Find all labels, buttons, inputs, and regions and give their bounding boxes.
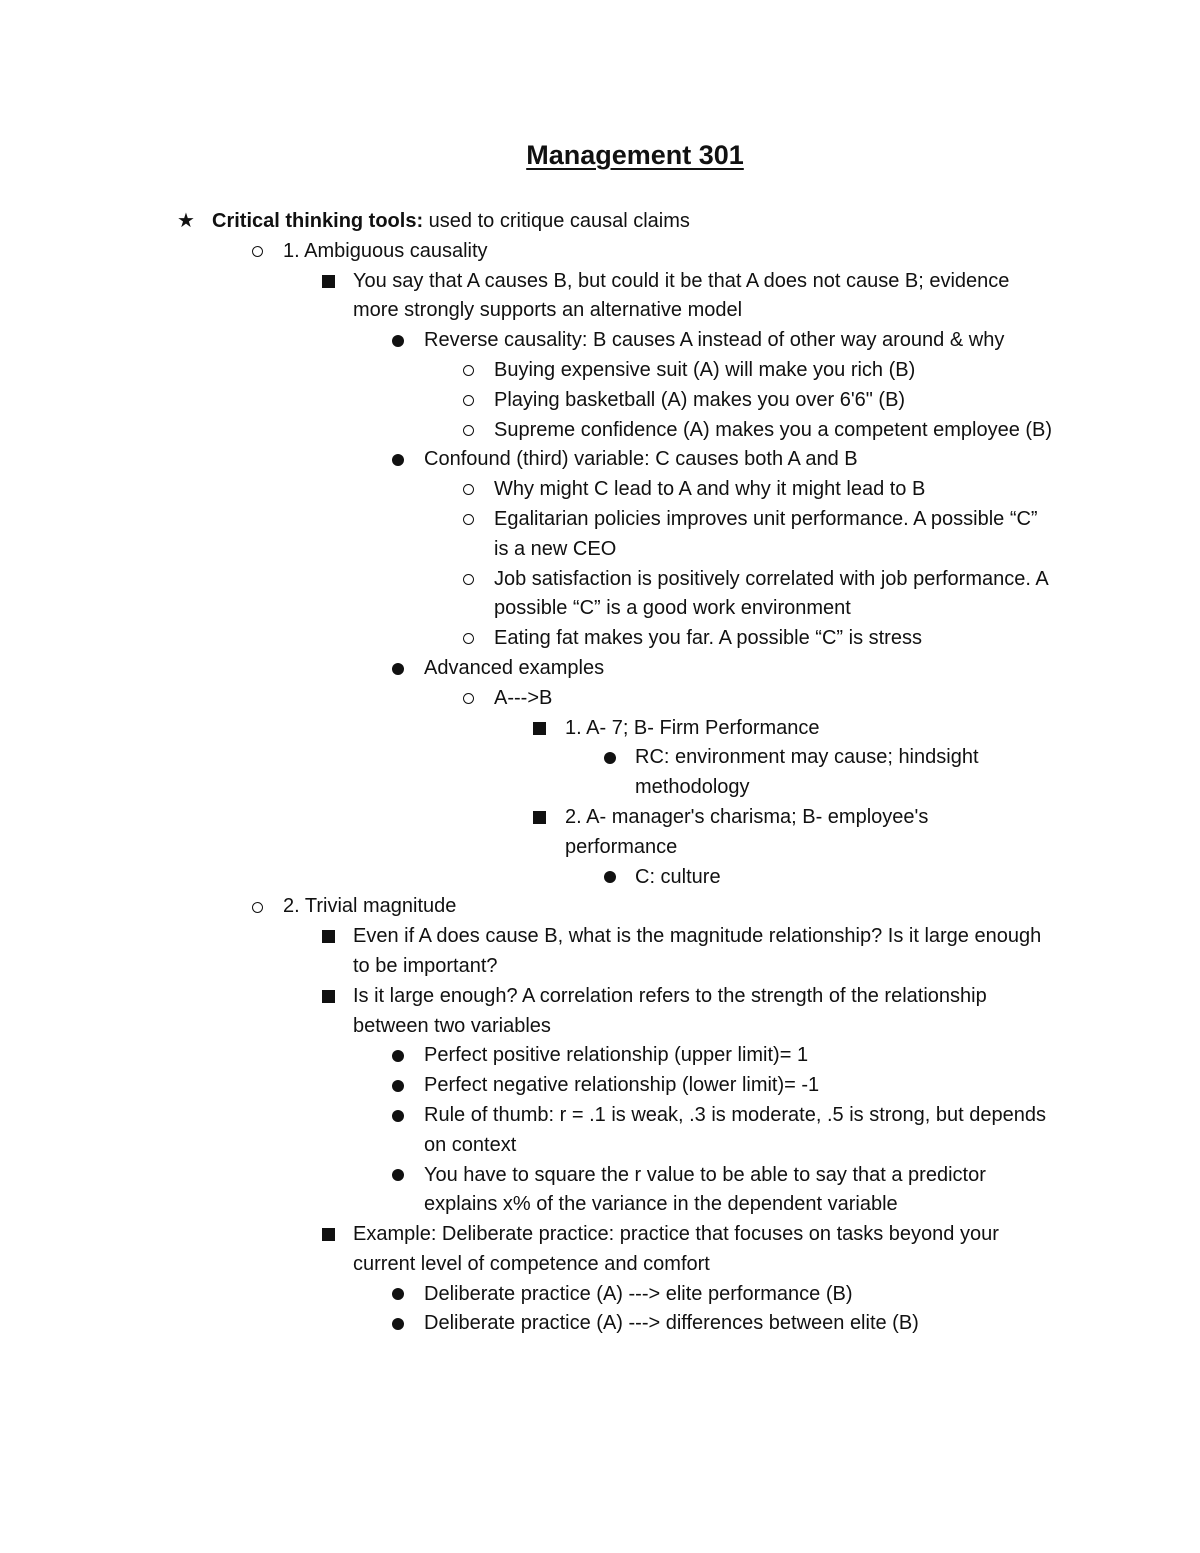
outline-item-text: Even if A does cause B, what is the magnitude relationship? Is it large enough to be important? — [353, 925, 1042, 977]
outline-item — [0, 684, 1054, 714]
hollow-circle-bullet-icon — [247, 237, 267, 267]
outline-item-text: Confound (third) variable: C causes both A and B — [424, 448, 858, 471]
outline-item-text: Egalitarian policies improves unit performance. A possible “C” is a new CEO — [494, 507, 1038, 560]
filled-circle-bullet-icon — [388, 326, 408, 356]
page-title: Management 301 — [526, 140, 744, 170]
square-bullet-icon — [318, 267, 338, 297]
outline-item — [0, 1309, 1064, 1339]
outline-item-text: Reverse causality: B causes A instead of other way around & why — [424, 329, 1005, 352]
outline-item — [0, 565, 1054, 625]
filled-circle-bullet-icon — [388, 445, 408, 475]
outline-item-text — [212, 207, 1200, 237]
notes-outline — [0, 207, 1200, 1339]
outline-item-text: A--->B — [494, 686, 553, 709]
outline-item-text: Buying expensive suit (A) will make you rich (B) — [494, 358, 916, 381]
outline-item — [0, 803, 1025, 863]
outline-item-text: Deliberate practice (A) ---> differences between elite (B) — [424, 1312, 919, 1335]
hollow-circle-bullet-icon — [458, 416, 478, 446]
outline-item — [0, 445, 1064, 475]
outline-item-text: 1. A- 7; B- Firm Performance — [565, 716, 820, 739]
hollow-circle-bullet-icon — [247, 892, 267, 922]
outline-item — [0, 1161, 1064, 1221]
square-bullet-icon — [318, 922, 338, 952]
outline-item-text: Is it large enough? A correlation refers to the strength of the relationship between two variables — [353, 984, 987, 1037]
hollow-circle-bullet-icon — [458, 386, 478, 416]
outline-item — [0, 624, 1054, 654]
outline-item-text: C: culture — [635, 865, 721, 888]
filled-circle-bullet-icon — [388, 1309, 408, 1339]
square-bullet-icon — [318, 1220, 338, 1250]
hollow-circle-bullet-icon — [458, 565, 478, 595]
outline-item — [0, 863, 1005, 893]
hollow-circle-bullet-icon — [458, 624, 478, 654]
square-bullet-icon — [318, 982, 338, 1012]
outline-item — [0, 1071, 1064, 1101]
star-bullet-icon: ★ — [177, 210, 195, 232]
outline-item-bold-label: Critical thinking tools: — [212, 210, 424, 232]
outline-item-text: You say that A causes B, but could it be that A does not cause B; evidence more strongly supports an alternative model — [353, 269, 1010, 322]
outline-item — [0, 892, 1200, 922]
outline-item — [0, 922, 1053, 982]
outline-item-text: Why might C lead to A and why it might lead to B — [494, 478, 926, 501]
outline-item — [0, 1220, 1053, 1280]
outline-item — [0, 1041, 1064, 1071]
outline-item — [0, 982, 1053, 1042]
outline-item-text: 1. Ambiguous causality — [283, 239, 488, 262]
outline-item-text: Rule of thumb: r = .1 is weak, .3 is moderate, .5 is strong, but depends on context — [424, 1103, 1046, 1156]
outline-item-text: RC: environment may cause; hindsight methodology — [635, 746, 979, 799]
outline-item-text: Perfect negative relationship (lower limit)= -1 — [424, 1074, 820, 1097]
outline-item-text: Job satisfaction is positively correlated with job performance. A possible “C” is a good work environment — [494, 567, 1048, 620]
outline-item — [0, 416, 1054, 446]
filled-circle-bullet-icon — [600, 743, 620, 773]
outline-item — [0, 386, 1054, 416]
hollow-circle-bullet-icon — [458, 356, 478, 386]
outline-item-text: Example: Deliberate practice: practice that focuses on tasks beyond your current level of competence and comfort — [353, 1223, 999, 1275]
outline-item-text: Perfect positive relationship (upper limit)= 1 — [424, 1044, 809, 1067]
hollow-circle-bullet-icon — [458, 505, 478, 535]
filled-circle-bullet-icon — [388, 1280, 408, 1310]
outline-item-rest-text: used to critique causal claims — [423, 210, 690, 232]
outline-item — [0, 743, 1005, 803]
filled-circle-bullet-icon — [388, 1041, 408, 1071]
outline-item-text: 2. A- manager's charisma; B- employee's performance — [565, 805, 929, 858]
outline-item-text: Eating fat makes you far. A possible “C” is stress — [494, 627, 922, 650]
outline-item — [0, 505, 1054, 565]
outline-item-text: 2. Trivial magnitude — [283, 895, 457, 918]
square-bullet-icon — [529, 803, 549, 833]
outline-item — [0, 1101, 1064, 1161]
outline-item-text: Playing basketball (A) makes you over 6'6" (B) — [494, 388, 906, 411]
outline-item-text: Deliberate practice (A) ---> elite performance (B) — [424, 1282, 853, 1305]
filled-circle-bullet-icon — [388, 1071, 408, 1101]
outline-item — [0, 654, 1064, 684]
outline-item-text: Advanced examples — [424, 656, 605, 679]
outline-item-text: Supreme confidence (A) makes you a competent employee (B) — [494, 418, 1053, 441]
outline-item — [0, 326, 1064, 356]
outline-item — [0, 1280, 1064, 1310]
outline-item — [0, 714, 1025, 744]
hollow-circle-bullet-icon — [458, 475, 478, 505]
outline-item — [0, 267, 1053, 327]
hollow-circle-bullet-icon — [458, 684, 478, 714]
outline-item-text: You have to square the r value to be able to say that a predictor explains x% of the variance in the dependent variable — [424, 1163, 986, 1216]
outline-item — [0, 356, 1054, 386]
outline-item — [0, 207, 1200, 237]
filled-circle-bullet-icon — [388, 1101, 408, 1131]
filled-circle-bullet-icon — [388, 1161, 408, 1191]
outline-item — [0, 237, 1200, 267]
outline-item — [0, 475, 1054, 505]
filled-circle-bullet-icon — [388, 654, 408, 684]
square-bullet-icon — [529, 714, 549, 744]
filled-circle-bullet-icon — [600, 863, 620, 893]
